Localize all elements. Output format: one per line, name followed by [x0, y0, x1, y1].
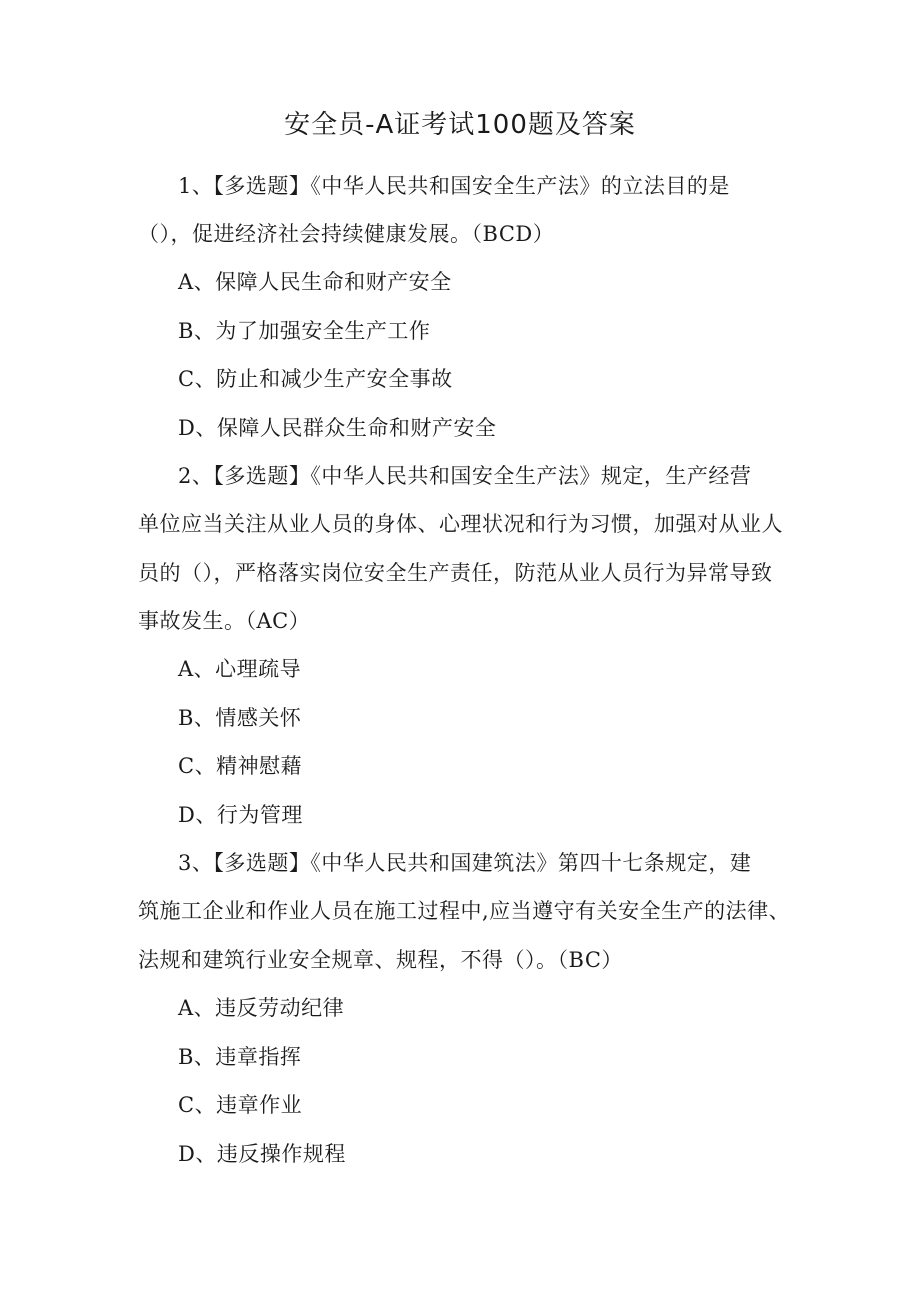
question-3-option-d: D、违反操作规程 [178, 1142, 346, 1166]
question-3-option-b: B、违章指挥 [178, 1045, 302, 1069]
question-1-option-b: B、为了加强安全生产工作 [178, 319, 431, 343]
question-2-option-b: B、情感关怀 [178, 706, 302, 730]
question-3-option-a: A、违反劳动纪律 [178, 996, 345, 1020]
question-2-option-d: D、行为管理 [178, 803, 303, 827]
question-1-option-c: C、防止和减少生产安全事故 [178, 367, 453, 391]
question-1-option-d: D、保障人民群众生命和财产安全 [178, 416, 497, 440]
question-3-option-c: C、违章作业 [178, 1093, 303, 1117]
question-3-line-2: 筑施工企业和作业人员在施工过程中,应当遵守有关安全生产的法律、 [138, 899, 791, 923]
question-2-line-1: 2、【多选题】《中华人民共和国安全生产法》规定，生产经营 [178, 464, 752, 488]
question-2-line-4: 事故发生。（AC） [138, 609, 311, 633]
question-2-option-c: C、精神慰藉 [178, 754, 303, 778]
question-3-line-1: 3、【多选题】《中华人民共和国建筑法》第四十七条规定，建 [178, 851, 752, 875]
question-2-line-2: 单位应当关注从业人员的身体、心理状况和行为习惯，加强对从业人 [138, 512, 783, 536]
question-1-option-a: A、保障人民生命和财产安全 [178, 270, 452, 294]
question-3-line-3: 法规和建筑行业安全规章、规程，不得（）。（BC） [138, 948, 623, 972]
document-title: 安全员-A证考试100题及答案 [284, 110, 636, 140]
question-2-line-3: 员的（），严格落实岗位安全生产责任，防范从业人员行为异常导致 [138, 561, 773, 585]
question-2-option-a: A、心理疏导 [178, 657, 302, 681]
question-1-line-1: 1、【多选题】《中华人民共和国安全生产法》的立法目的是 [178, 174, 730, 198]
question-1-line-2: （），促进经济社会持续健康发展。（BCD） [138, 222, 555, 246]
